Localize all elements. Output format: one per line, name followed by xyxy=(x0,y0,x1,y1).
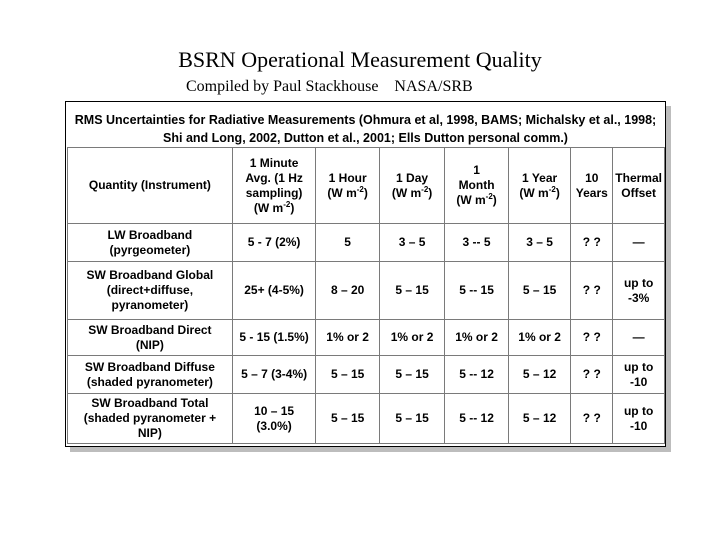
cell-1-day: 1% or 2 xyxy=(379,320,444,356)
cell-1-month: 1% or 2 xyxy=(445,320,509,356)
cell-quantity: LW Broadband (pyrgeometer) xyxy=(68,224,233,262)
cell-1-hour: 1% or 2 xyxy=(316,320,379,356)
uncertainty-table-frame xyxy=(65,101,666,447)
cell-1-minute: 10 – 15 (3.0%) xyxy=(232,394,316,444)
cell-1-hour: 8 – 20 xyxy=(316,262,379,320)
page-subtitle: Compiled by Paul Stackhouse NASA/SRB xyxy=(186,78,473,95)
cell-thermal-offset: up to -10 xyxy=(613,394,665,444)
cell-10-years: ? ? xyxy=(571,224,613,262)
header-1-year: 1 Year (W $m^{-2}$) xyxy=(508,148,570,224)
cell-1-day: 5 – 15 xyxy=(379,394,444,444)
table-row xyxy=(68,356,665,394)
table-row xyxy=(68,320,665,356)
header-thermal-offset: Thermal Offset xyxy=(613,148,665,224)
cell-thermal-offset: — xyxy=(613,224,665,262)
cell-1-minute: 5 - 7 (2%) xyxy=(232,224,316,262)
cell-1-year: 5 – 15 xyxy=(508,262,570,320)
cell-10-years: ? ? xyxy=(571,320,613,356)
table-row xyxy=(68,224,665,262)
header-1-day: 1 Day (W $m^{-2}$) xyxy=(379,148,444,224)
cell-1-minute: 25+ (4-5%) xyxy=(232,262,316,320)
cell-1-day: 3 – 5 xyxy=(379,224,444,262)
cell-1-year: 1% or 2 xyxy=(508,320,570,356)
uncertainty-table xyxy=(67,147,665,444)
cell-1-month: 3 -- 5 xyxy=(445,224,509,262)
header-quantity: Quantity (Instrument) xyxy=(68,148,233,224)
cell-1-day: 5 – 15 xyxy=(379,262,444,320)
header-10-years: 10 Years xyxy=(571,148,613,224)
header-1-month: 1 Month (W $m^{-2}$) xyxy=(445,148,509,224)
table-row xyxy=(68,394,665,444)
cell-1-hour: 5 – 15 xyxy=(316,394,379,444)
caption-line-2: Shi and Long, 2002, Dutton et al., 2001; Ells Dutton personal comm.) xyxy=(163,131,568,145)
cell-quantity: SW Broadband Direct (NIP) xyxy=(68,320,233,356)
header-1-hour: 1 Hour (W $m^{-2}$) xyxy=(316,148,379,224)
cell-1-year: 5 – 12 xyxy=(508,356,570,394)
cell-1-month: 5 -- 12 xyxy=(445,394,509,444)
cell-1-year: 5 – 12 xyxy=(508,394,570,444)
table-row xyxy=(68,262,665,320)
cell-quantity: SW Broadband Total (shaded pyranometer + NIP) xyxy=(68,394,233,444)
cell-1-hour: 5 – 15 xyxy=(316,356,379,394)
cell-1-month: 5 -- 15 xyxy=(445,262,509,320)
cell-1-year: 3 – 5 xyxy=(508,224,570,262)
cell-1-day: 5 – 15 xyxy=(379,356,444,394)
cell-10-years: ? ? xyxy=(571,356,613,394)
cell-quantity: SW Broadband Global (direct+diffuse, pyranometer) xyxy=(68,262,233,320)
cell-1-minute: 5 - 15 (1.5%) xyxy=(232,320,316,356)
caption-line-1: RMS Uncertainties for Radiative Measurements (Ohmura et al, 1998, BAMS; Michalsky et al., 1998; xyxy=(74,113,657,127)
cell-10-years: ? ? xyxy=(571,262,613,320)
cell-1-hour: 5 xyxy=(316,224,379,262)
cell-thermal-offset: up to -10 xyxy=(613,356,665,394)
cell-10-years: ? ? xyxy=(571,394,613,444)
table-caption xyxy=(66,111,665,147)
cell-1-month: 5 -- 12 xyxy=(445,356,509,394)
header-1-minute: 1 Minute Avg. (1 Hz sampling) (W $m^{-2}$) xyxy=(232,148,316,224)
cell-thermal-offset: — xyxy=(613,320,665,356)
cell-quantity: SW Broadband Diffuse (shaded pyranometer) xyxy=(68,356,233,394)
page-title: BSRN Operational Measurement Quality xyxy=(178,47,542,72)
cell-1-minute: 5 – 7 (3-4%) xyxy=(232,356,316,394)
table-header-row xyxy=(68,148,665,224)
cell-thermal-offset: up to -3% xyxy=(613,262,665,320)
